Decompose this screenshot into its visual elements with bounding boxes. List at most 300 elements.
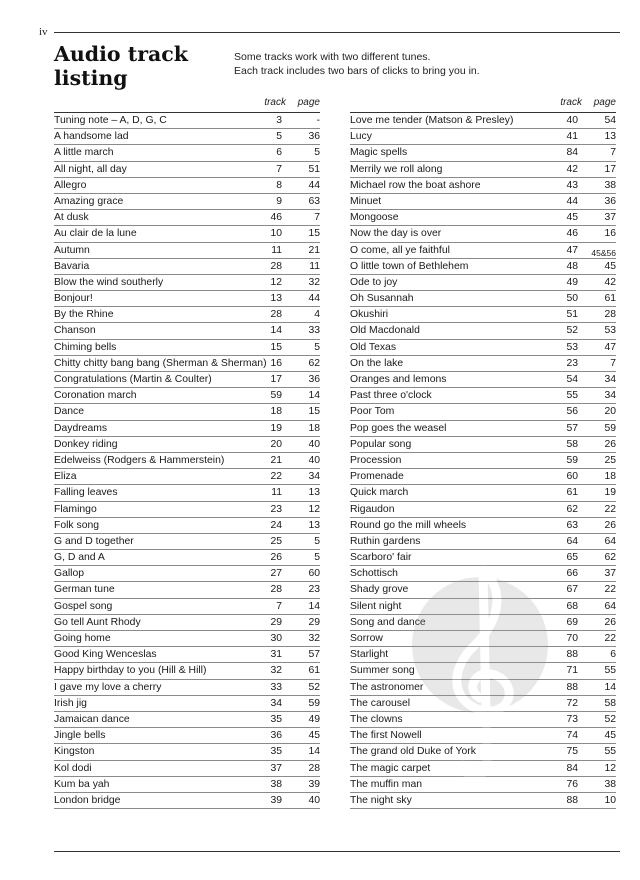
track-title: Chiming bells	[54, 341, 117, 353]
track-number: 88	[566, 794, 578, 806]
track-number: 88	[566, 681, 578, 693]
track-row	[350, 793, 616, 809]
track-row	[350, 340, 616, 356]
track-row	[54, 582, 320, 598]
page-header: page	[593, 97, 616, 108]
page-number-cell: 15	[308, 406, 320, 418]
track-row	[350, 178, 616, 194]
track-row	[54, 226, 320, 242]
track-title: Chanson	[54, 325, 96, 337]
page-number-cell: 52	[604, 713, 616, 725]
track-title: Bavaria	[54, 260, 90, 272]
track-header: track	[560, 97, 582, 108]
page-number-cell: 58	[604, 697, 616, 709]
page-number-cell: 26	[604, 519, 616, 531]
track-row	[350, 113, 616, 129]
track-title: Au clair de la lune	[54, 228, 137, 240]
track-row	[54, 793, 320, 809]
track-title: Now the day is over	[350, 228, 442, 240]
track-number: 40	[566, 115, 578, 126]
track-title: Promenade	[350, 471, 404, 483]
track-title: Dance	[54, 406, 85, 418]
page-number-cell: 34	[604, 374, 616, 385]
track-row	[54, 421, 320, 437]
page-number-cell: 25	[604, 454, 616, 466]
page-number-cell: 42	[604, 276, 616, 288]
track-number: 46	[566, 228, 578, 240]
page-number-cell: 13	[308, 487, 320, 499]
track-number: 29	[270, 616, 282, 628]
column-header	[350, 95, 616, 113]
track-title: The clowns	[350, 713, 403, 725]
track-number: 64	[566, 535, 578, 547]
track-title: Popular song	[350, 438, 412, 450]
track-row	[350, 243, 616, 259]
track-row	[54, 663, 320, 679]
page-number-cell: 62	[604, 552, 616, 564]
track-number: 36	[270, 730, 282, 742]
intro-line: Each track includes two bars of clicks to bring you in.	[234, 65, 480, 77]
track-number: 52	[566, 325, 578, 337]
page-number-cell: 7	[314, 212, 320, 224]
track-row	[350, 518, 616, 534]
track-number: 39	[270, 794, 282, 806]
track-number: 43	[566, 179, 578, 191]
page-number-cell: 28	[308, 762, 320, 774]
track-title: Magic spells	[350, 147, 408, 159]
track-number: 42	[566, 163, 578, 175]
track-row	[54, 631, 320, 647]
page-number-cell: 45	[308, 730, 320, 742]
track-title: Schottisch	[350, 568, 398, 580]
track-title: The night sky	[350, 794, 412, 806]
page-number-cell: 14	[604, 681, 616, 693]
track-row	[54, 323, 320, 339]
track-row	[350, 566, 616, 582]
track-rows-right	[350, 113, 616, 809]
track-number: 23	[270, 503, 282, 515]
page-number-cell: 62	[308, 357, 320, 369]
page-number-cell: 10	[604, 794, 616, 806]
track-title: Oranges and lemons	[350, 374, 447, 385]
page-number-cell: 49	[308, 713, 320, 725]
track-number: 59	[566, 454, 578, 466]
track-number: 7	[276, 163, 282, 175]
track-title: Gallop	[54, 568, 85, 580]
track-row	[350, 680, 616, 696]
track-row	[54, 372, 320, 388]
track-row	[54, 712, 320, 728]
track-number: 15	[270, 341, 282, 353]
page-number-cell: 52	[308, 681, 320, 693]
track-list-left	[54, 95, 320, 809]
track-number: 37	[270, 762, 282, 774]
track-header: track	[264, 97, 286, 108]
page-number-cell: 26	[604, 616, 616, 628]
track-title: Old Macdonald	[350, 325, 420, 337]
track-row	[54, 404, 320, 420]
page-number-cell: 7	[610, 357, 616, 369]
track-row	[350, 728, 616, 744]
page-number-cell: 40	[308, 438, 320, 450]
page-number-cell: 18	[308, 422, 320, 434]
page-number-cell: 40	[308, 454, 320, 466]
track-title: Daydreams	[54, 422, 108, 434]
page-number-cell: 26	[604, 438, 616, 450]
track-title: Tuning note – A, D, G, C	[54, 115, 167, 126]
track-title: A little march	[54, 147, 114, 159]
track-number: 27	[270, 568, 282, 580]
track-number: 62	[566, 503, 578, 515]
page-number-cell: 37	[604, 212, 616, 224]
page-number-cell: 61	[308, 665, 320, 677]
page-number-cell: 45	[604, 260, 616, 272]
track-number: 72	[566, 697, 578, 709]
track-title: All night, all day	[54, 163, 127, 175]
track-number: 8	[276, 179, 282, 191]
track-row	[54, 615, 320, 631]
page-number-cell: 59	[604, 422, 616, 434]
track-title: Song and dance	[350, 616, 426, 628]
track-title: Flamingo	[54, 503, 97, 515]
track-title: The magic carpet	[350, 762, 431, 774]
track-row	[54, 761, 320, 777]
track-number: 12	[270, 276, 282, 288]
track-title: Procession	[350, 454, 402, 466]
page-number-cell: 14	[308, 746, 320, 758]
track-number: 69	[566, 616, 578, 628]
track-title: Happy birthday to you (Hill & Hill)	[54, 665, 207, 677]
track-title: Falling leaves	[54, 487, 118, 499]
page-number-cell: 5	[314, 535, 320, 547]
track-number: 25	[270, 535, 282, 547]
track-number: 16	[270, 357, 282, 369]
page-number-cell: 28	[604, 309, 616, 321]
track-title: Silent night	[350, 600, 402, 612]
track-row	[350, 453, 616, 469]
track-row	[54, 744, 320, 760]
track-title: G and D together	[54, 535, 134, 547]
page-number-cell: 13	[308, 519, 320, 531]
track-number: 17	[270, 374, 282, 385]
page-number-cell: 32	[308, 276, 320, 288]
page-number-cell: 12	[604, 762, 616, 774]
track-row	[350, 356, 616, 372]
track-row	[54, 307, 320, 323]
track-number: 48	[566, 260, 578, 272]
track-row	[350, 744, 616, 760]
track-row	[350, 777, 616, 793]
track-row	[54, 599, 320, 615]
track-row	[350, 582, 616, 598]
track-title: Minuet	[350, 195, 382, 207]
track-number: 59	[270, 390, 282, 402]
page-number-cell: 12	[308, 503, 320, 515]
track-row	[350, 226, 616, 242]
track-title: The astronomer	[350, 681, 424, 693]
track-number: 61	[566, 487, 578, 499]
track-number: 57	[566, 422, 578, 434]
track-row	[350, 421, 616, 437]
track-row	[54, 340, 320, 356]
page-number-cell: 22	[604, 584, 616, 596]
track-number: 60	[566, 471, 578, 483]
track-row	[350, 275, 616, 291]
page-number-cell: 23	[308, 584, 320, 596]
page-number-cell: 45	[604, 730, 616, 742]
track-row	[350, 663, 616, 679]
page-number-cell: 36	[308, 374, 320, 385]
track-number: 34	[270, 697, 282, 709]
page-number-cell: 54	[604, 115, 616, 126]
track-row	[350, 550, 616, 566]
track-title: G, D and A	[54, 552, 105, 564]
track-number: 28	[270, 260, 282, 272]
page-number-cell: 5	[314, 552, 320, 564]
track-title: Scarboro' fair	[350, 552, 412, 564]
track-number: 30	[270, 633, 282, 644]
track-row	[54, 534, 320, 550]
track-number: 13	[270, 293, 282, 305]
page-number-cell: 40	[308, 794, 320, 806]
track-title: Old Texas	[350, 341, 397, 353]
track-list-right	[350, 95, 616, 809]
page-number-cell: 51	[308, 163, 320, 175]
track-number: 10	[270, 228, 282, 240]
track-row	[350, 631, 616, 647]
track-row	[54, 518, 320, 534]
page-number-cell: 22	[604, 503, 616, 515]
track-number: 24	[270, 519, 282, 531]
track-row	[350, 194, 616, 210]
track-title: Lucy	[350, 131, 372, 143]
page-number-cell: 55	[604, 665, 616, 677]
track-number: 84	[566, 762, 578, 774]
track-number: 28	[270, 309, 282, 321]
track-title: Bonjour!	[54, 293, 93, 305]
track-number: 44	[566, 195, 578, 207]
track-number: 5	[276, 131, 282, 143]
page-number-cell: 15	[308, 228, 320, 240]
track-number: 31	[270, 649, 282, 661]
page-number-cell: 6	[610, 649, 616, 661]
page-number-cell: 5	[314, 341, 320, 353]
track-number: 73	[566, 713, 578, 725]
track-title: Chitty chitty bang bang (Sherman & Sherman)	[54, 357, 267, 369]
page-number-cell: 63	[308, 195, 320, 207]
track-number: 22	[270, 471, 282, 483]
track-title: The carousel	[350, 697, 411, 709]
track-number: 75	[566, 746, 578, 758]
page-number-cell: 53	[604, 325, 616, 337]
track-title: On the lake	[350, 357, 404, 369]
page-number-cell: 4	[314, 309, 320, 321]
track-title: O come, all ye faithful	[350, 244, 450, 256]
track-number: 65	[566, 552, 578, 564]
page-number-cell: 47	[604, 341, 616, 353]
track-number: 19	[270, 422, 282, 434]
track-row	[350, 259, 616, 275]
page-number-cell: 11	[309, 260, 320, 272]
track-number: 6	[276, 147, 282, 159]
track-row	[54, 145, 320, 161]
track-row	[54, 291, 320, 307]
track-row	[350, 404, 616, 420]
track-title: Shady grove	[350, 584, 409, 596]
page-number-cell: 16	[604, 228, 616, 240]
track-number: 63	[566, 519, 578, 531]
track-row	[54, 777, 320, 793]
track-row	[350, 437, 616, 453]
page-number-cell: 21	[308, 244, 320, 256]
track-number: 45	[566, 212, 578, 224]
track-number: 50	[566, 293, 578, 305]
page-number-cell: 32	[308, 633, 320, 644]
track-title: Poor Tom	[350, 406, 395, 418]
track-row	[350, 372, 616, 388]
page-number-cell: 33	[308, 325, 320, 337]
track-row	[350, 145, 616, 161]
track-row	[350, 696, 616, 712]
track-number: 47	[566, 244, 578, 256]
track-row	[350, 502, 616, 518]
track-title: Quick march	[350, 487, 409, 499]
track-number: 11	[271, 244, 282, 256]
track-row	[350, 615, 616, 631]
page-number-cell: -	[316, 115, 320, 126]
page-number-cell: 61	[604, 293, 616, 305]
track-row	[350, 485, 616, 501]
track-row	[54, 178, 320, 194]
track-number: 56	[566, 406, 578, 418]
page-number-cell: 14	[308, 600, 320, 612]
page-header: page	[297, 97, 320, 108]
track-number: 88	[566, 649, 578, 661]
track-row	[54, 728, 320, 744]
page-number-cell: 36	[604, 195, 616, 207]
page-number-cell: 39	[308, 778, 320, 790]
track-rows-left	[54, 113, 320, 809]
track-row	[54, 243, 320, 259]
track-number: 68	[566, 600, 578, 612]
page-number-cell: 57	[308, 649, 320, 661]
track-row	[54, 485, 320, 501]
track-title: London bridge	[54, 794, 121, 806]
track-number: 35	[270, 713, 282, 725]
track-title: Okushiri	[350, 309, 389, 321]
track-title: Autumn	[54, 244, 90, 256]
track-title: Gospel song	[54, 600, 113, 612]
track-row	[54, 210, 320, 226]
track-row	[350, 534, 616, 550]
track-row	[350, 388, 616, 404]
page-number: iv	[39, 26, 48, 38]
page-number-cell: 59	[308, 697, 320, 709]
page-number-cell: 36	[308, 131, 320, 143]
track-title: Merrily we roll along	[350, 163, 443, 175]
page-number-cell: 5	[314, 147, 320, 159]
track-title: The muffin man	[350, 778, 422, 790]
track-row	[350, 712, 616, 728]
track-title: Kum ba yah	[54, 778, 110, 790]
track-title: Summer song	[350, 665, 415, 677]
track-title: Edelweiss (Rodgers & Hammerstein)	[54, 454, 225, 466]
track-row	[54, 502, 320, 518]
track-row	[54, 113, 320, 129]
track-title: Mongoose	[350, 212, 399, 224]
track-title: Kingston	[54, 746, 95, 758]
track-row	[350, 323, 616, 339]
track-number: 7	[276, 600, 282, 612]
track-number: 76	[566, 778, 578, 790]
track-row	[350, 761, 616, 777]
track-number: 9	[276, 195, 282, 207]
track-title: Sorrow	[350, 633, 383, 644]
page-number-cell: 18	[604, 471, 616, 483]
track-title: Amazing grace	[54, 195, 124, 207]
track-number: 26	[270, 552, 282, 564]
track-title: The first Nowell	[350, 730, 422, 742]
page-number-cell: 20	[604, 406, 616, 418]
track-row	[54, 680, 320, 696]
track-number: 54	[566, 374, 578, 385]
track-number: 33	[270, 681, 282, 693]
track-row	[54, 550, 320, 566]
track-title: The grand old Duke of York	[350, 746, 476, 758]
page-number-cell: 37	[604, 568, 616, 580]
track-row	[54, 388, 320, 404]
bottom-rule	[54, 851, 620, 852]
track-number: 3	[276, 115, 282, 126]
track-row	[54, 194, 320, 210]
track-title: Going home	[54, 633, 111, 644]
page-number-cell: 22	[604, 633, 616, 644]
page-number-cell: 64	[604, 535, 616, 547]
track-number: 51	[566, 309, 578, 321]
track-row	[350, 647, 616, 663]
track-number: 70	[566, 633, 578, 644]
track-number: 18	[270, 406, 282, 418]
track-number: 55	[566, 390, 578, 402]
track-number: 74	[566, 730, 578, 742]
track-title: Kol dodi	[54, 762, 92, 774]
track-number: 58	[566, 438, 578, 450]
track-row	[54, 469, 320, 485]
track-number: 53	[566, 341, 578, 353]
track-row	[54, 356, 320, 372]
track-row	[54, 259, 320, 275]
track-number: 66	[566, 568, 578, 580]
track-title: Irish jig	[54, 697, 87, 709]
track-title: Pop goes the weasel	[350, 422, 447, 434]
page-number-cell: 7	[610, 147, 616, 159]
track-row	[54, 129, 320, 145]
track-title: Jamaican dance	[54, 713, 130, 725]
track-number: 67	[566, 584, 578, 596]
track-number: 71	[566, 665, 578, 677]
track-title: Go tell Aunt Rhody	[54, 616, 141, 628]
track-row	[350, 599, 616, 615]
track-row	[54, 696, 320, 712]
track-title: Love me tender (Matson & Presley)	[350, 115, 514, 126]
track-title: Coronation march	[54, 390, 137, 402]
track-title: Congratulations (Martin & Coulter)	[54, 374, 212, 385]
track-title: Michael row the boat ashore	[350, 179, 481, 191]
track-number: 11	[271, 487, 282, 499]
track-title: Jingle bells	[54, 730, 106, 742]
track-number: 32	[270, 665, 282, 677]
page-number-cell: 44	[308, 293, 320, 305]
